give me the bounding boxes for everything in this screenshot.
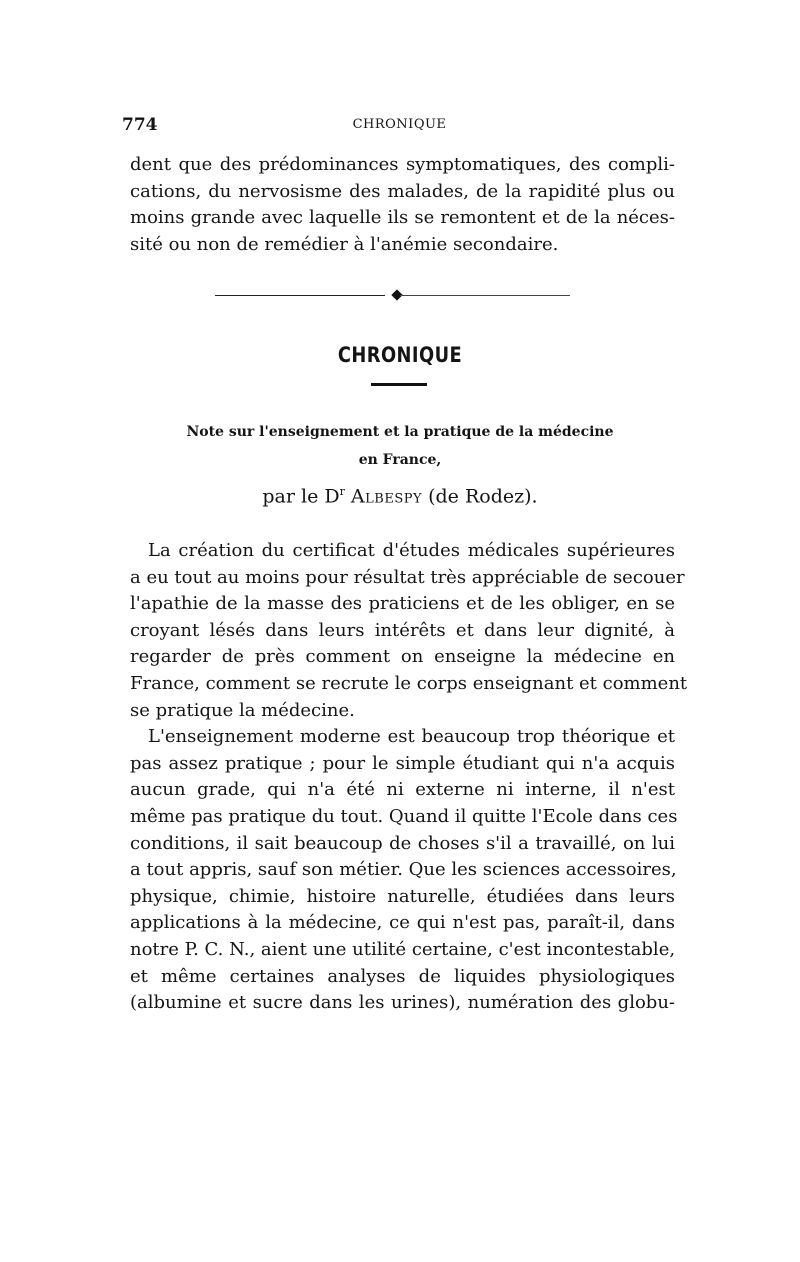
continued-paragraph	[130, 152, 675, 258]
section-divider-ornament	[215, 289, 570, 303]
text-line: l'apathie de la masse des praticiens et de les obliger, en se	[130, 593, 675, 615]
divider-rule-right	[400, 295, 570, 296]
text-line: (albumine et sucre dans les urines), numération des globu-	[130, 992, 675, 1014]
text-line: pas assez pratique ; pour le simple étudiant qui n'a acquis	[130, 752, 675, 774]
divider-rule-left	[215, 295, 385, 296]
text-line: conditions, il sait beaucoup de choses s'il a travaillé, on lui	[130, 832, 675, 854]
text-line: a eu tout au moins pour résultat très appréciable de secouer	[130, 566, 685, 588]
text-line: L'enseignement moderne est beaucoup trop théorique et	[148, 726, 675, 748]
text-line: moins grande avec laquelle ils se remontent et de la néces-	[130, 207, 675, 229]
page-number: 774	[122, 115, 158, 135]
section-title: CHRONIQUE	[337, 343, 463, 367]
text-line: a tout appris, sauf son métier. Que les sciences accessoires,	[130, 859, 677, 881]
author-byline	[0, 485, 800, 507]
article-body	[130, 538, 688, 1017]
text-line: sité ou non de remédier à l'anémie secondaire.	[130, 233, 559, 255]
text-line: croyant lésés dans leurs intérêts et dans leur dignité, à	[130, 619, 675, 641]
running-title: CHRONIQUE	[352, 117, 447, 132]
text-line: France, comment se recrute le corps enseignant et comment	[130, 672, 688, 694]
text-line: aucun grade, qui n'a été ni externe ni interne, il n'est	[130, 779, 675, 801]
text-line: physique, chimie, histoire naturelle, étudiées dans leurs	[130, 885, 675, 907]
byline-suffix: (de Rodez).	[428, 485, 538, 508]
running-head	[122, 115, 677, 137]
text-line: La création du certificat d'études médicales supérieures	[148, 540, 675, 561]
byline-superscript: r	[339, 485, 345, 498]
byline-prefix: par le D	[262, 485, 340, 508]
text-line: cations, du nervosisme des malades, de la rapidité plus ou	[130, 180, 675, 202]
text-line: se pratique la médecine.	[130, 699, 355, 721]
text-line: notre P. C. N., aient une utilité certaine, c'est incontestable,	[130, 938, 676, 960]
article-subtitle-line-1: Note sur l'enseignement et la pratique de la médecine	[186, 424, 614, 440]
text-line: dent que des prédominances symptomatiques, des compli-	[130, 154, 675, 175]
text-line: même pas pratique du tout. Quand il quitte l'Ecole dans ces	[130, 805, 678, 827]
title-underline	[371, 383, 427, 386]
text-line: et même certaines analyses de liquides physiologiques	[130, 965, 675, 987]
text-line: regarder de près comment on enseigne la médecine en	[130, 646, 675, 668]
text-line: applications à la médecine, ce qui n'est pas, paraît-il, dans	[130, 912, 675, 934]
article-subtitle-line-2: en France,	[358, 452, 442, 468]
author-name: Albespy	[350, 485, 423, 508]
